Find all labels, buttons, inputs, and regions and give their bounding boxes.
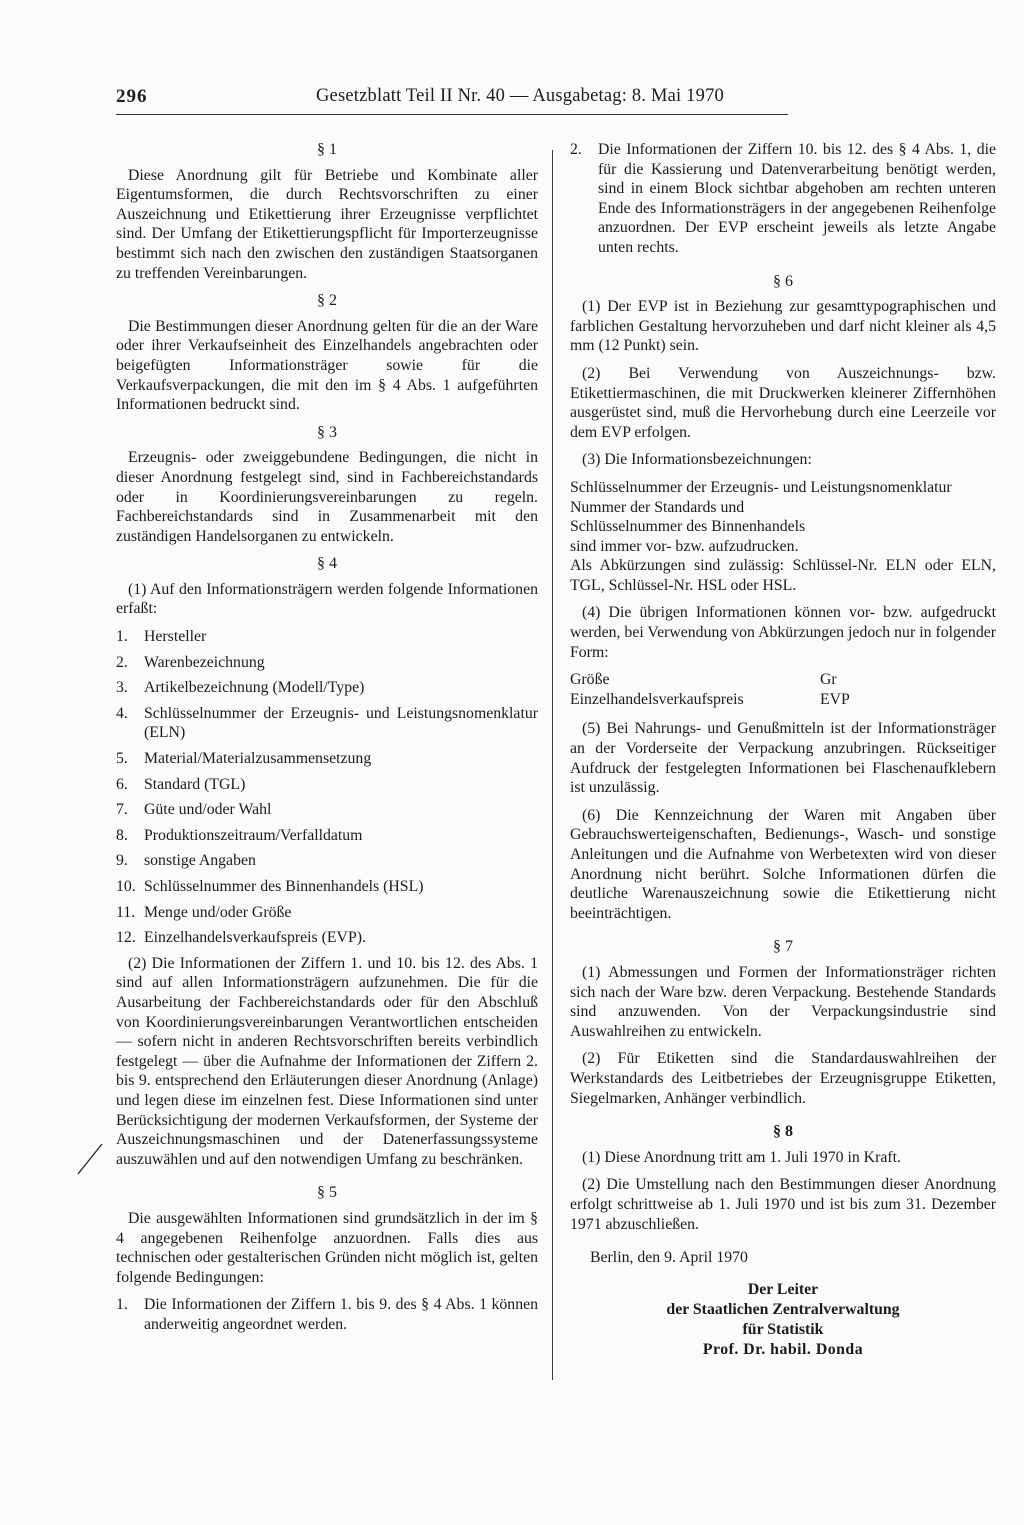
section-5-list [116, 1295, 538, 1334]
signatory-title-line: für Statistik [742, 1320, 824, 1338]
section-1-heading: § 1 [317, 141, 337, 158]
section-4-paragraph-1: (1) Auf den Informationsträgern werden folgende Informationen erfaßt: [116, 580, 538, 618]
left-column [116, 140, 538, 1340]
list-item: 8. Produktionszeitraum/Verfalldatum [116, 826, 363, 844]
page-number: 296 [116, 86, 148, 107]
list-item: 1. Hersteller [116, 628, 207, 646]
section-4-paragraph-2: (2) Die Informationen der Ziffern 1. und 10. bis 12. des Abs. 1 sind auf allen Informationsträgern aufzunehmen. Die für die Ausarbeitung der Fachbereichstandards oder für den Abschluß von Koordinierungsvereinbarungen Verantwortlichen entscheiden — sofern nicht in anderen Rechtsvorschriften bereits verbindlich festgelegt — über die Aufnahme der Informationen der Ziffern 2. bis 9. entsprechend den Erläuterungen dieser Anordnung (Anlage) und legen diese im einzelnen fest. Diese Informationen sind unter Berücksichtigung der modernen Verkaufsformen, der Systeme der Auszeichnungsmaschinen und der Datenerfassungssysteme auszuwählen und auf den notwendigen Umfang zu beschränken. [116, 954, 538, 1168]
right-column [570, 140, 996, 1360]
section-1-text: Diese Anordnung gilt für Betriebe und Kombinate aller Eigentumsformen, die durch Rechtsvorschriften zu einer Auszeichnung und Etikettierung ihrer Erzeugnisse verpflichtet sind. Der Umfang der Etikettierungspflicht für Importerzeugnisse bestimmt sich nach den zwischen den zuständigen Staatsorganen zu treffenden Vereinbarungen. [116, 166, 538, 282]
list-item: 5. Material/Materialzusammensetzung [116, 750, 372, 768]
gazette-title: Gesetzblatt Teil II Nr. 40 — Ausgabetag: 8. Mai 1970 [316, 86, 724, 106]
designation-line: sind immer vor- bzw. aufzudrucken. [570, 537, 799, 555]
section-6-paragraph-1: (1) Der EVP ist in Beziehung zur gesamttypographischen und farblichen Gestaltung hervorzuheben und darf nicht kleiner als 4,5 mm (12 Punkt) sein. [570, 298, 996, 355]
section-6-paragraph-2: (2) Bei Verwendung von Auszeichnungs- bzw. Etikettiermaschinen, die mit Druckwerken kleinerer Ziffernhöhen ausgerüstet sind, muß die Hervorhebung durch eine Leerzeile vor dem EVP erfolgen. [570, 364, 996, 441]
section-5-heading: § 5 [317, 1184, 337, 1202]
abbr-short: EVP [820, 690, 850, 708]
designation-line: Schlüsselnummer der Erzeugnis- und Leistungsnomenklatur [570, 478, 952, 496]
section-7-paragraph-2: (2) Für Etiketten sind die Standardauswahlreihen der Werkstandards des Leitbetriebes der Erzeugnisgruppe Etiketten, Siegelmarken, Anhänger verbindlich. [570, 1050, 996, 1107]
section-6-paragraph-5: (5) Bei Nahrungs- und Genußmitteln ist der Informationsträger an der Vorderseite der Verpackung anzubringen. Rückseitiger Aufdruck der festgelegten Informationen bei Flaschenaufklebern ist unzulässig. [570, 720, 996, 797]
abbreviation-note: Als Abkürzungen sind zulässig: Schlüssel-Nr. ELN oder ELN, TGL, Schlüssel-Nr. HSL oder HSL. [570, 557, 996, 594]
abbr-term: Größe [570, 671, 610, 689]
section-8-heading: § 8 [773, 1123, 793, 1141]
section-3-heading: § 3 [317, 423, 337, 441]
section-6-paragraph-6: (6) Die Kennzeichnung der Waren mit Angaben über Gebrauchswerteigenschaften, Bedienungs-, Wasch- und sonstige Anleitungen und die Aufnahme von Werbetexten wird von dieser Anordnung nicht berührt. Solche Informationen dürfen die deutliche Warenauszeichnung sowie die Etikettierung nicht beeinträchtigen. [570, 806, 996, 922]
section-8-paragraph-1: (1) Diese Anordnung tritt am 1. Juli 1970 in Kraft. [582, 1148, 901, 1166]
designation-line: Nummer der Standards und [570, 498, 745, 516]
place-and-date: Berlin, den 9. April 1970 [590, 1249, 748, 1267]
pen-mark [70, 1140, 110, 1180]
section-6-heading: § 6 [773, 272, 793, 290]
section-5-list-continued [570, 140, 996, 258]
section-4-heading: § 4 [317, 555, 337, 573]
list-item: 9. sonstige Angaben [116, 852, 256, 870]
abbr-term: Einzelhandelsverkaufspreis [570, 690, 744, 708]
section-3-text: Erzeugnis- oder zweiggebundene Bedingungen, die nicht in dieser Anordnung festgelegt sind, sind in Fachbereichstandards oder in Koordinierungsvereinbarungen zu regeln. Fachbereichstandards sind in Zusammenarbeit mit den zuständigen Handelsorganen zu entwickeln. [116, 449, 538, 545]
list-item: 7. Güte und/oder Wahl [116, 801, 272, 819]
designation-line: Schlüsselnummer des Binnenhandels [570, 518, 806, 536]
section-8-paragraph-2: (2) Die Umstellung nach den Bestimmungen dieser Anordnung erfolgt schrittweise ab 1. Juli 1970 und ist bis zum 31. Dezember 1971 abzuschließen. [570, 1176, 996, 1233]
abbreviation-table [570, 670, 996, 709]
signatory-name: Prof. Dr. habil. Donda [702, 1340, 864, 1358]
signature-block [570, 1280, 996, 1360]
section-7-heading: § 7 [773, 938, 793, 956]
section-2-heading: § 2 [317, 292, 337, 310]
section-6-paragraph-4: (4) Die übrigen Informationen können vor- bzw. aufgedruckt werden, bei Verwendung von Abkürzungen jedoch nur in folgender Form: [570, 604, 996, 661]
list-item: 2. Die Informationen der Ziffern 10. bis 12. des § 4 Abs. 1, die für die Kassierung und Datenverarbeitung benötigt werden, sind in einem Block sichtbar abgehoben am rechten unteren Ende des Informationsträgers in der angegebenen Reihenfolge anzuordnen. Der EVP erscheint jeweils als letzte Angabe unten rechts. [570, 141, 996, 256]
information-list [116, 627, 538, 948]
list-item: 2. Warenbezeichnung [116, 653, 265, 671]
abbr-short: Gr [820, 671, 837, 689]
list-item: 10. Schlüsselnummer des Binnenhandels (HSL) [116, 878, 424, 895]
list-item: 1. Die Informationen der Ziffern 1. bis 9. des § 4 Abs. 1 können anderweitig angeordnet werden. [116, 1296, 538, 1333]
column-divider [552, 150, 553, 1380]
signatory-title-line: Der Leiter [747, 1280, 819, 1298]
section-2-text: Die Bestimmungen dieser Anordnung gelten für die an der Ware oder ihrer Verkaufseinheit des Einzelhandels angebrachten oder beigefügten Informationsträger sowie für die Verkaufsverpackungen, die mit den im § 4 Abs. 1 aufgeführten Informationen bedruckt sind. [116, 317, 538, 414]
signatory-title-line: der Staatlichen Zentralverwaltung [666, 1300, 900, 1318]
page-header [116, 86, 788, 115]
section-5-text: Die ausgewählten Informationen sind grundsätzlich in der im § 4 angegebenen Reihenfolge anzuordnen. Falls dies aus technischen oder gestalterischen Gründen nicht möglich ist, gelten folgende Bedingungen: [116, 1209, 538, 1286]
list-item: 4. Schlüsselnummer der Erzeugnis- und Leistungsnomenklatur (ELN) [116, 704, 538, 742]
list-item: 6. Standard (TGL) [116, 775, 246, 793]
list-item: 11. Menge und/oder Größe [116, 903, 292, 921]
section-6-paragraph-3: (3) Die Informationsbezeichnungen: [582, 451, 812, 469]
list-item: 3. Artikelbezeichnung (Modell/Type) [116, 679, 365, 697]
section-7-paragraph-1: (1) Abmessungen und Formen der Informationsträger richten sich nach der Ware bzw. deren Verpackung. Bestehende Standards sind anzuwenden. Von der Verpackungsindustrie sind Auswahlreihen zu entwickeln. [570, 963, 996, 1040]
list-item: 12. Einzelhandelsverkaufspreis (EVP). [116, 929, 366, 947]
